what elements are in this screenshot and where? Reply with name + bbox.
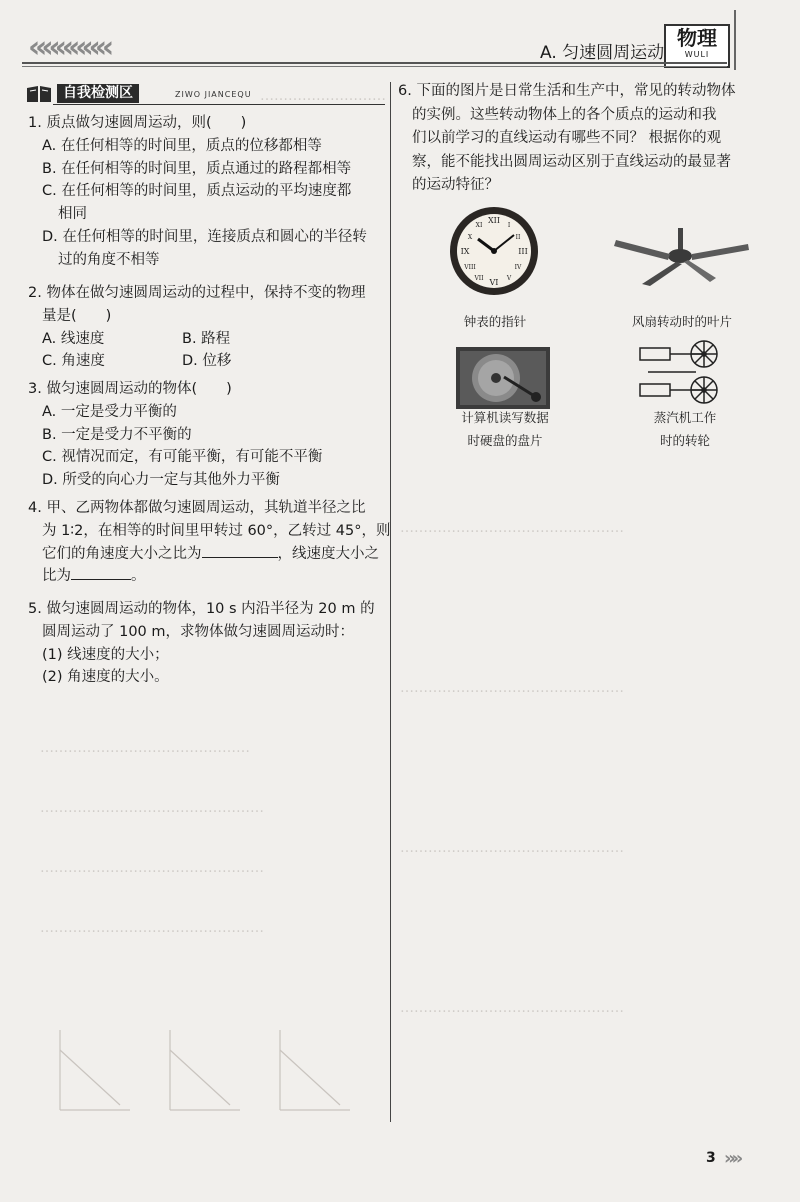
fan-caption: 风扇转动时的叶片 bbox=[631, 314, 732, 329]
page-number: 3 bbox=[706, 1150, 716, 1166]
option-a: A. 一定是受力平衡的 bbox=[42, 403, 177, 420]
svg-text:V: V bbox=[506, 275, 512, 282]
svg-text:II: II bbox=[515, 234, 521, 241]
svg-text:IX: IX bbox=[460, 247, 470, 256]
option-c: C. 视情况而定，有可能平衡，有可能不平衡 bbox=[42, 449, 323, 466]
question-6-line: 察，能不能找出圆周运动区别于直线运动的最显著 bbox=[412, 153, 731, 170]
engine-caption-line-1: 蒸汽机工作 bbox=[653, 410, 717, 425]
question-1 bbox=[28, 112, 383, 272]
clock-caption: 钟表的指针 bbox=[463, 314, 527, 329]
option-d: D. 在任何相等的时间里，连接质点和圆心的半径转 bbox=[42, 228, 367, 245]
svg-text:XI: XI bbox=[475, 222, 483, 229]
option-d-continued: 过的角度不相等 bbox=[58, 251, 160, 268]
question-stem: 3. 做匀速圆周运动的物体( ) bbox=[28, 381, 232, 397]
steam-engine-icon bbox=[636, 338, 724, 406]
clock-icon bbox=[448, 205, 540, 297]
period: 。 bbox=[131, 568, 146, 585]
header-divider bbox=[734, 10, 736, 70]
svg-text:VI: VI bbox=[489, 278, 499, 287]
question-stem: 2. 物体在做匀速圆周运动的过程中，保持不变的物理 bbox=[28, 285, 366, 301]
blank-lead-text: ，线速度大小之 bbox=[277, 545, 379, 562]
question-6-line: 的运动特征？ bbox=[412, 177, 499, 193]
svg-text:VIII: VIII bbox=[464, 264, 476, 271]
question-3 bbox=[28, 378, 383, 492]
bleed-through-text: ………………………………………… bbox=[40, 800, 264, 816]
hard-disk-icon bbox=[456, 347, 550, 409]
question-6-line: 6. 下面的图片是日常生活和生产中，常见的转动物体 bbox=[398, 83, 736, 99]
question-stem-continued bbox=[28, 543, 383, 566]
svg-text:III: III bbox=[518, 247, 528, 256]
section-title: 自我检测区 bbox=[57, 84, 139, 103]
question-stem-continued: 量是( ) bbox=[42, 307, 112, 324]
question-stem-continued: 圆周运动了 100 m，求物体做匀速圆周运动时： bbox=[42, 623, 355, 640]
option-b: B. 一定是受力不平衡的 bbox=[42, 426, 192, 443]
question-stem: 5. 做匀速圆周运动的物体，10 s 内沿半径为 20 m 的 bbox=[28, 601, 375, 617]
option-b: B. 路程 bbox=[182, 330, 231, 347]
option-c-continued: 相同 bbox=[58, 206, 87, 223]
option-b: B. 在任何相等的时间里，质点通过的路程都相等 bbox=[42, 160, 352, 177]
page-header bbox=[0, 0, 800, 64]
bleed-through-text: ………………………………………… bbox=[400, 520, 624, 536]
header-rule-thin bbox=[22, 66, 727, 67]
bleed-through-text: ………………………………………… bbox=[400, 680, 624, 696]
header-rule bbox=[22, 62, 727, 64]
lesson-title: A. 匀速圆周运动 bbox=[540, 43, 665, 63]
question-6 bbox=[398, 80, 768, 198]
option-c: C. 角速度 bbox=[42, 353, 105, 370]
answer-blank-angular-ratio[interactable] bbox=[202, 557, 278, 558]
decorative-chevrons: »» bbox=[724, 1148, 740, 1169]
option-c: C. 在任何相等的时间里，质点运动的平均速度都 bbox=[42, 183, 352, 200]
option-d: D. 位移 bbox=[182, 353, 232, 370]
option-a: A. 线速度 bbox=[42, 330, 105, 347]
section-header bbox=[25, 82, 385, 106]
bleed-through-text: ……………………………………… bbox=[40, 740, 250, 756]
column-divider bbox=[390, 82, 391, 1122]
section-rule bbox=[53, 104, 385, 105]
svg-text:IV: IV bbox=[514, 264, 522, 271]
question-2 bbox=[28, 282, 383, 373]
section-pinyin: ZIWO JIANCEQU bbox=[175, 90, 252, 99]
bleed-through-text: ………………………………………… bbox=[40, 860, 264, 876]
question-4 bbox=[28, 497, 391, 588]
bleed-through-text: ………………………………………… bbox=[400, 840, 624, 856]
bleed-through-text: ………………………………………… bbox=[40, 920, 264, 936]
option-a: A. 在任何相等的时间里，质点的位移都相等 bbox=[42, 137, 322, 154]
ceiling-fan-icon bbox=[612, 228, 752, 288]
subject-name: 物理 bbox=[677, 26, 717, 50]
bleed-through-graphs bbox=[40, 1020, 360, 1130]
decorative-chevrons: «««««« bbox=[28, 30, 109, 65]
question-6-line: 的实例。这些转动物体上的各个质点的运动和我 bbox=[412, 106, 717, 123]
disk-caption-line-2: 时硬盘的盘片 bbox=[467, 433, 543, 448]
bleed-through-text: ……………………… bbox=[260, 88, 386, 104]
bleed-through-text: ………………………………………… bbox=[400, 1000, 624, 1016]
svg-text:I: I bbox=[507, 222, 511, 229]
question-stem-continued: 为 1∶2，在相等的时间里甲转过 60°，乙转过 45°，则 bbox=[42, 522, 391, 539]
disk-caption-line-1: 计算机读写数据 bbox=[461, 410, 549, 425]
blank-lead-text: 比为 bbox=[42, 568, 71, 585]
option-row bbox=[28, 328, 383, 351]
blank-lead-text: 它们的角速度大小之比为 bbox=[42, 545, 202, 562]
svg-text:X: X bbox=[467, 234, 473, 241]
open-book-icon bbox=[25, 84, 53, 104]
svg-text:VII: VII bbox=[474, 275, 484, 282]
question-5 bbox=[28, 598, 383, 689]
question-stem-continued bbox=[28, 565, 383, 588]
sub-question-1: (1) 线速度的大小； bbox=[42, 646, 169, 663]
sub-question-2: (2) 角速度的大小。 bbox=[42, 669, 169, 686]
question-stem: 4. 甲、乙两物体都做匀速圆周运动，其轨道半径之比 bbox=[28, 500, 366, 516]
subject-pinyin: WULI bbox=[684, 50, 710, 59]
question-stem: 1. 质点做匀速圆周运动，则( ) bbox=[28, 115, 247, 131]
option-row bbox=[28, 350, 383, 373]
engine-caption-line-2: 时的转轮 bbox=[659, 433, 710, 448]
svg-text:XII: XII bbox=[487, 216, 501, 225]
option-d: D. 所受的向心力一定与其他外力平衡 bbox=[42, 472, 280, 489]
answer-blank-linear-ratio[interactable] bbox=[71, 579, 131, 580]
question-6-line: 们以前学习的直线运动有哪些不同？ 根据你的观 bbox=[412, 130, 722, 146]
